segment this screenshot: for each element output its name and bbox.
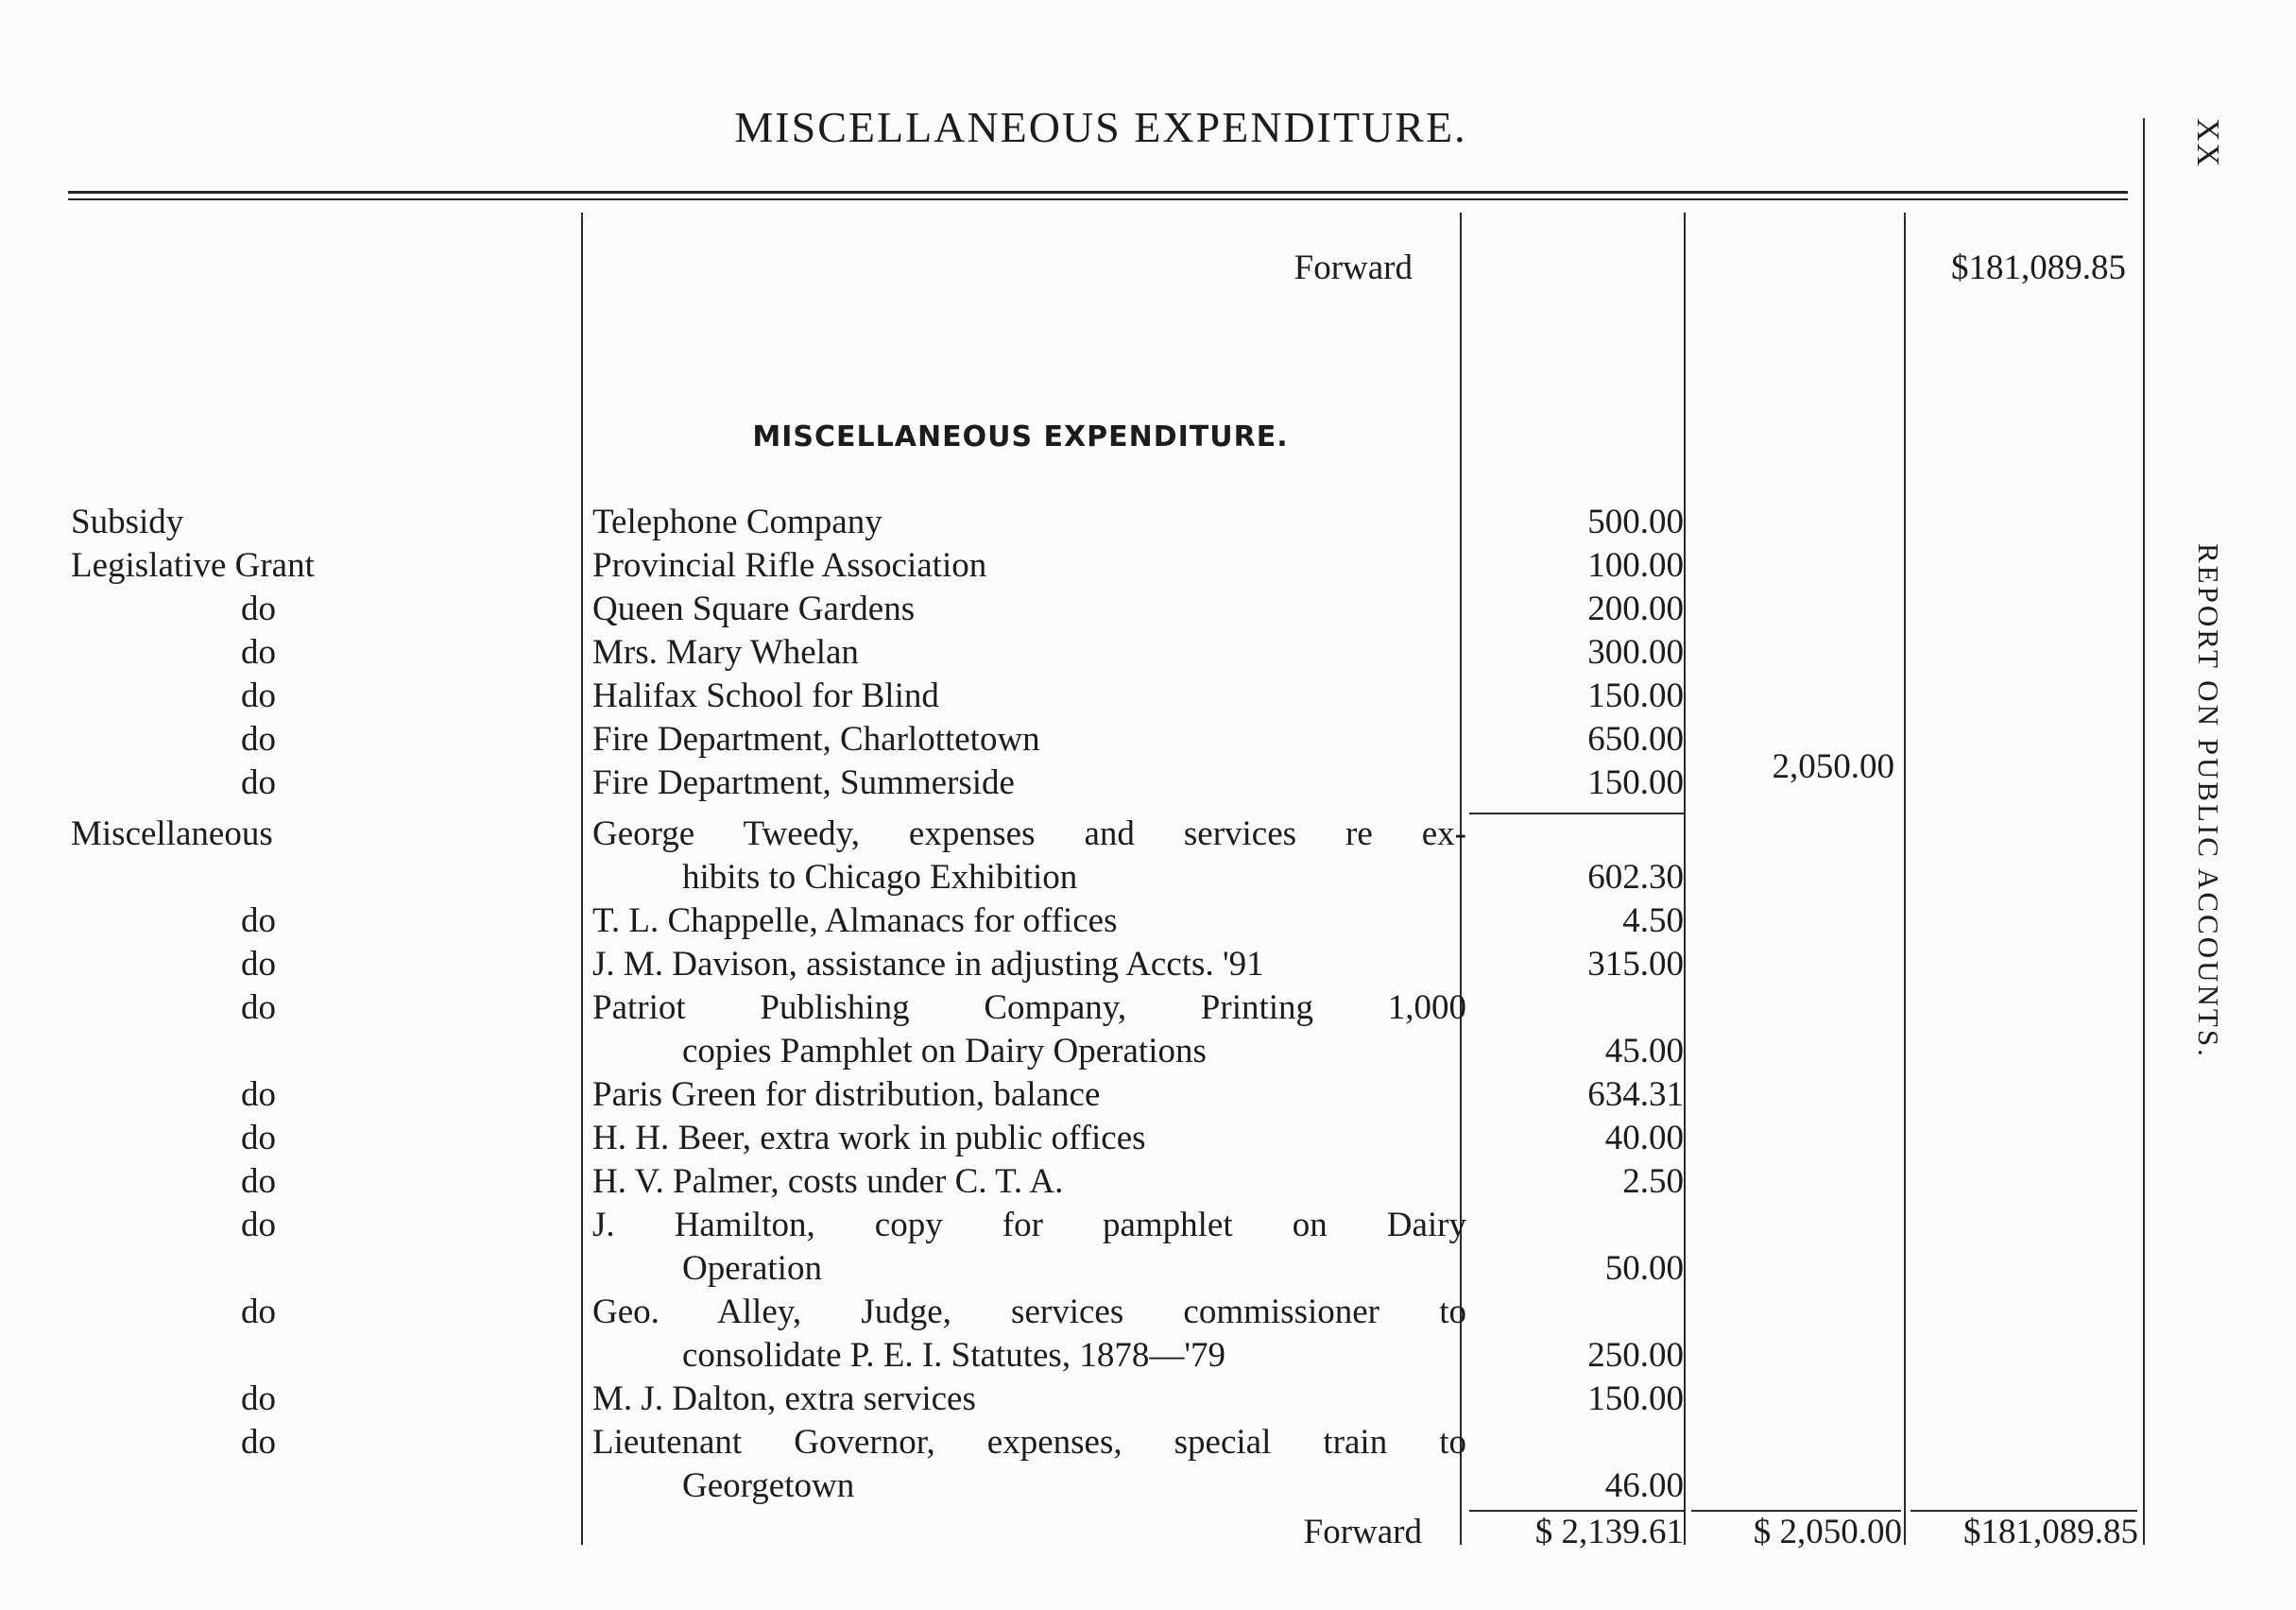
forward-top-label: Forward bbox=[1294, 248, 1413, 287]
entry-category: do bbox=[241, 945, 276, 984]
entry-description: Lieutenant Governor, expenses, special train to bbox=[592, 1423, 1466, 1462]
entry-description: M. J. Dalton, extra services bbox=[592, 1379, 976, 1418]
entry-description: George Tweedy, expenses and services re ex- bbox=[592, 814, 1466, 853]
forward-bottom-col1: $ 2,139.61 bbox=[1534, 1513, 1684, 1551]
entry-description-cont: consolidate P. E. I. Statutes, 1878—'79 bbox=[682, 1336, 1225, 1375]
section-heading: MISCELLANEOUS EXPENDITURE. bbox=[752, 420, 1289, 454]
entry-description: Fire Department, Summerside bbox=[592, 763, 1015, 802]
header-rule-bottom bbox=[68, 198, 2128, 200]
page-title: MISCELLANEOUS EXPENDITURE. bbox=[734, 103, 1467, 151]
entry-amount: 45.00 bbox=[1604, 1032, 1684, 1070]
entry-category: do bbox=[241, 1293, 276, 1331]
entry-description-cont: copies Pamphlet on Dairy Operations bbox=[682, 1032, 1207, 1070]
entry-description: Patriot Publishing Company, Printing 1,000 bbox=[592, 988, 1466, 1027]
entry-description: Halifax School for Blind bbox=[592, 677, 939, 715]
entry-category: do bbox=[241, 1379, 276, 1418]
entry-description: T. L. Chappelle, Almanacs for offices bbox=[592, 901, 1118, 940]
grants-subtotal: 2,050.00 bbox=[1772, 747, 1894, 786]
entry-amount: 150.00 bbox=[1587, 677, 1684, 715]
entry-amount: 315.00 bbox=[1587, 945, 1684, 984]
entry-description: J. M. Davison, assistance in adjusting Accts. '91 bbox=[592, 945, 1264, 984]
entry-amount: 40.00 bbox=[1604, 1119, 1684, 1157]
running-head: REPORT ON PUBLIC ACCOUNTS. bbox=[2192, 543, 2225, 1059]
entry-description: Fire Department, Charlottetown bbox=[592, 720, 1040, 759]
entry-description-cont: Georgetown bbox=[682, 1466, 855, 1505]
entry-description: Queen Square Gardens bbox=[592, 590, 916, 628]
entry-category: do bbox=[241, 720, 276, 759]
page-number: XX bbox=[2190, 118, 2225, 169]
entry-description: Paris Green for distribution, balance bbox=[592, 1075, 1101, 1114]
entry-category: do bbox=[241, 1206, 276, 1244]
column-rule-description bbox=[581, 213, 583, 1545]
entry-description: Geo. Alley, Judge, services commissioner to bbox=[592, 1293, 1466, 1331]
entry-amount: 634.31 bbox=[1587, 1075, 1684, 1114]
entry-amount: 150.00 bbox=[1587, 1379, 1684, 1418]
forward-bottom-label: Forward bbox=[1303, 1513, 1422, 1551]
entry-description: Mrs. Mary Whelan bbox=[592, 633, 859, 672]
header-rule-top bbox=[68, 191, 2128, 194]
entry-description-cont: hibits to Chicago Exhibition bbox=[682, 858, 1078, 897]
entry-description: Telephone Company bbox=[592, 503, 882, 541]
entry-category: do bbox=[241, 1162, 276, 1201]
entry-category: do bbox=[241, 633, 276, 672]
entry-category: do bbox=[241, 1423, 276, 1462]
forward-bottom-col2: $ 2,050.00 bbox=[1753, 1513, 1902, 1551]
entry-description: H. H. Beer, extra work in public offices bbox=[592, 1119, 1146, 1157]
entry-amount: 46.00 bbox=[1604, 1466, 1684, 1505]
entry-description: H. V. Palmer, costs under C. T. A. bbox=[592, 1162, 1064, 1201]
entry-category: Legislative Grant bbox=[71, 546, 315, 585]
entry-category: do bbox=[241, 677, 276, 715]
entry-amount: 200.00 bbox=[1587, 590, 1684, 628]
entry-amount: 250.00 bbox=[1587, 1336, 1684, 1375]
entry-category: Miscellaneous bbox=[71, 814, 273, 853]
entry-category: do bbox=[241, 1119, 276, 1157]
entry-category: do bbox=[241, 1075, 276, 1114]
forward-bottom-col3: $181,089.85 bbox=[1963, 1513, 2138, 1551]
entry-amount: 50.00 bbox=[1604, 1249, 1684, 1288]
column-rule-total bbox=[1904, 213, 1906, 1545]
entry-amount: 100.00 bbox=[1587, 546, 1684, 585]
entry-amount: 300.00 bbox=[1587, 633, 1684, 672]
page-border-right bbox=[2143, 118, 2145, 1545]
entry-amount: 602.30 bbox=[1587, 858, 1684, 897]
entry-amount: 4.50 bbox=[1622, 901, 1684, 940]
entry-category: do bbox=[241, 901, 276, 940]
entry-category: do bbox=[241, 763, 276, 802]
entry-description-cont: Operation bbox=[682, 1249, 822, 1288]
column-rule-subtotal bbox=[1684, 213, 1686, 1545]
entry-amount: 650.00 bbox=[1587, 720, 1684, 759]
entry-category: do bbox=[241, 988, 276, 1027]
subtotal-rule bbox=[1469, 813, 1684, 814]
forward-top-total: $181,089.85 bbox=[1951, 248, 2126, 287]
entry-amount: 150.00 bbox=[1587, 763, 1684, 802]
entry-category: do bbox=[241, 590, 276, 628]
entry-amount: 2.50 bbox=[1622, 1162, 1684, 1201]
entry-amount: 500.00 bbox=[1587, 503, 1684, 541]
entry-category: Subsidy bbox=[71, 503, 184, 541]
entry-description: Provincial Rifle Association bbox=[592, 546, 987, 585]
entry-description: J. Hamilton, copy for pamphlet on Dairy bbox=[592, 1206, 1466, 1244]
